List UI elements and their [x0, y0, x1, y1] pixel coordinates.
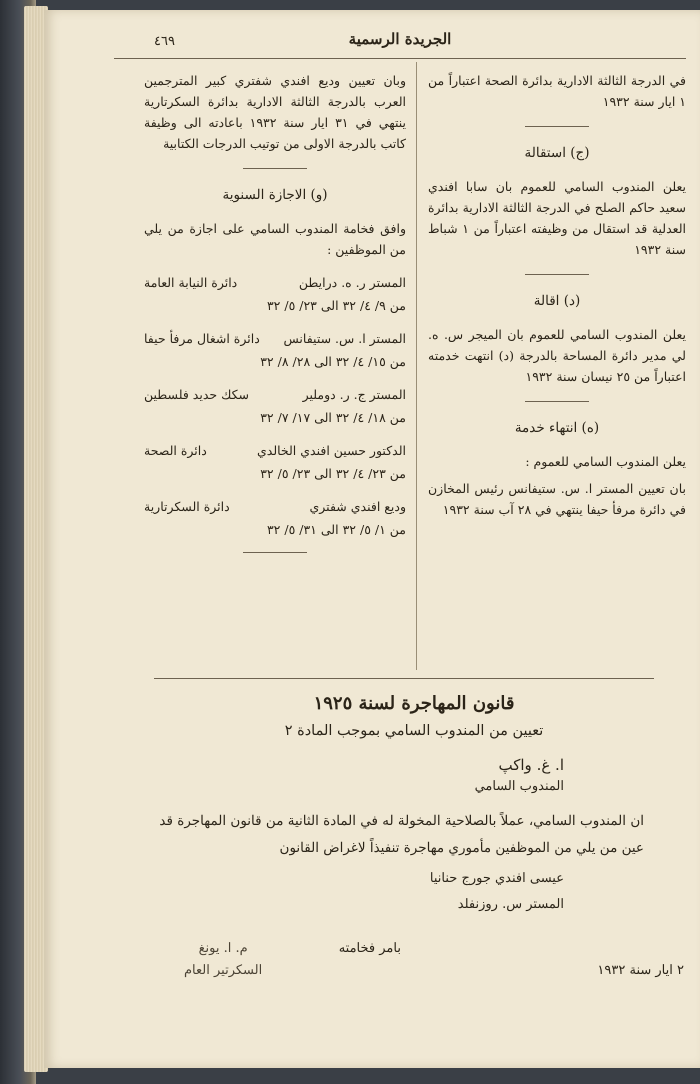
leave-entry-name: المستر ج. ر. دوملير — [302, 387, 406, 402]
footer-date: ٢ ايار سنة ١٩٣٢ — [597, 963, 684, 978]
footer — [184, 938, 684, 982]
full-width-rule — [154, 678, 654, 679]
law-title: قانون المهاجرة لسنة ١٩٢٥ — [313, 693, 515, 714]
page-header — [114, 24, 686, 59]
secretary-title: السكرتير العام — [184, 963, 263, 978]
leave-entry — [144, 272, 406, 316]
leave-entry-department: دائرة الصحة — [144, 443, 207, 458]
appointee-name: عيسى افندي جورج حنانيا — [429, 871, 564, 886]
signatory-title: المندوب السامي — [474, 779, 564, 794]
leave-entry-dates: من ٩/ ٤/ ٣٢ الى ٢٣/ ٥/ ٣٢ — [266, 298, 406, 313]
leave-entry-dates: من ١٨/ ٤/ ٣٢ الى ١٧/ ٧/ ٣٢ — [260, 410, 406, 425]
termination-paragraph: بان تعيين المستر ا. س. ستيفانس رئيس المخازن في دائرة مرفأ حيفا ينتهي في ٢٨ آب سنة ١٩٣٢ — [428, 481, 686, 517]
leave-entry-name: الدكتور حسين افندي الخالدي — [256, 443, 406, 458]
leave-entry-department: سكك حديد فلسطين — [144, 387, 249, 402]
secretary-name: م. ا. يونغ — [198, 941, 248, 956]
section-heading-annual-leave: (و) الاجازة السنوية — [222, 187, 328, 203]
appointee-list — [144, 866, 684, 918]
leave-entry-department: دائرة السكرتارية — [144, 499, 230, 514]
law-subtitle: تعيين من المندوب السامي بموجب المادة ٢ — [284, 723, 544, 739]
section-heading-dismissal: (د) اقالة — [533, 293, 581, 309]
leave-entry-name: وديع افندي شفتري — [309, 499, 406, 514]
annual-leave-paragraph: وافق فخامة المندوب السامي على اجازة من يلي من الموظفين : — [144, 221, 406, 257]
law-section — [144, 690, 684, 918]
section-divider — [243, 168, 307, 169]
gazette-page — [44, 10, 700, 1068]
section-heading-resignation: (ج) استقالة — [524, 145, 590, 161]
leave-entry-department: دائرة النيابة العامة — [144, 275, 238, 290]
right-intro-paragraph: في الدرجة الثالثة الادارية بدائرة الصحة اعتباراً من ١ ايار سنة ١٩٣٢ — [428, 73, 686, 109]
leave-list — [144, 272, 406, 540]
appointee-name: المستر س. روزنفلد — [457, 897, 564, 912]
leave-entry-dates: من ٢٣/ ٤/ ٣٢ الى ٢٣/ ٥/ ٣٢ — [260, 466, 406, 481]
signatory-initials: ا. غ. واكپ — [498, 756, 564, 774]
section-divider — [243, 552, 307, 553]
leave-entry — [144, 440, 406, 484]
signature-block — [144, 754, 564, 798]
leave-entry — [144, 384, 406, 428]
leave-entry — [144, 328, 406, 372]
left-intro-paragraph: وبان تعيين وديع افندي شفتري كبير المترجمين العرب بالدرجة الثالثة الادارية بدائرة السكرتارية ينتهي في ٣١ ايار سنة ١٩٣٢ باعادته الى وظيفة كاتب بالدرجة الاولى من توتيب الدرجات الكتابية — [144, 73, 406, 151]
termination-announcement: يعلن المندوب السامي للعموم : — [525, 454, 686, 469]
leave-entry — [144, 496, 406, 540]
resignation-paragraph: يعلن المندوب السامي للعموم بان سابا افندي سعيد حاكم الصلح في الدرجة الثالثة الادارية بدائرة العدلية قد استقال من وظيفته اعتباراً من ١ شباط سنة ١٩٣٢ — [428, 179, 686, 257]
by-order: بامر فخامته — [338, 941, 401, 956]
law-body: ان المندوب السامي، عملاً بالصلاحية المخولة له في المادة الثانية من قانون المهاجرة قد عين من يلي من الموظفين مأموري مهاجرة تنفيذاً لاغراض القانون — [159, 813, 644, 856]
page-number: ٤٦٩ — [154, 34, 175, 49]
section-heading-termination: (ه) انتهاء خدمة — [514, 420, 600, 436]
leave-entry-name: المستر ا. س. ستيفانس — [283, 331, 406, 346]
leave-entry-name: المستر ر. ه. درايطن — [298, 275, 406, 290]
secretary-block — [184, 938, 262, 982]
section-divider — [525, 126, 589, 127]
leave-entry-dates: من ١/ ٥/ ٣٢ الى ٣١/ ٥/ ٣٢ — [266, 522, 406, 537]
dismissal-paragraph: يعلن المندوب السامي للعموم بان الميجر س. ه. لي مدير دائرة المساحة بالدرجة (د) انتهت خدمته اعتباراً من ٢٥ نيسان سنة ١٩٣٢ — [428, 327, 686, 384]
leave-entry-department: دائرة اشغال مرفأ حيفا — [144, 331, 260, 346]
leave-entry-dates: من ١٥/ ٤/ ٣٢ الى ٢٨/ ٨/ ٣٢ — [260, 354, 406, 369]
gazette-title: الجريدة الرسمية — [348, 30, 452, 48]
column-divider — [416, 62, 417, 670]
right-column — [428, 70, 686, 526]
left-column — [144, 70, 406, 569]
section-divider — [525, 274, 589, 275]
section-divider — [525, 401, 589, 402]
